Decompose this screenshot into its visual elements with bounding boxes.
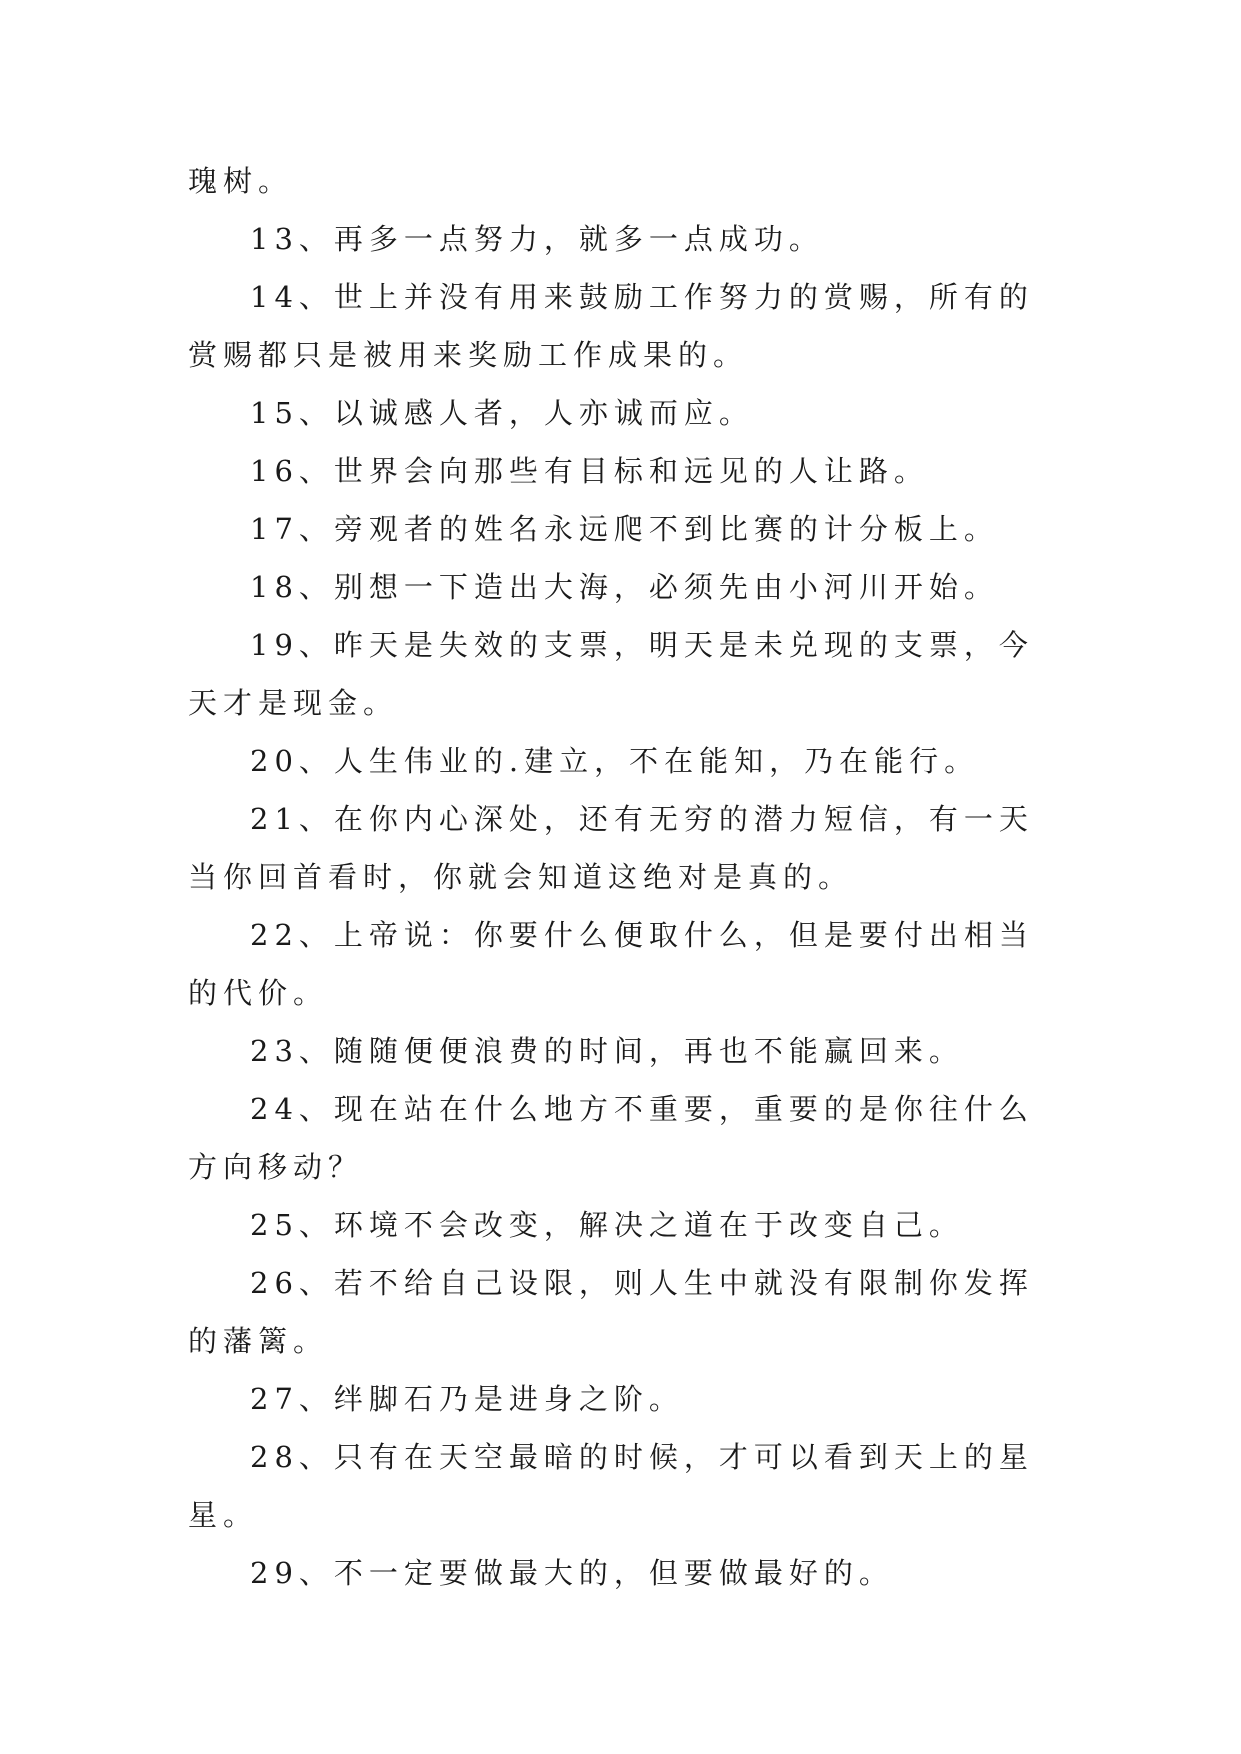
quote-25: 25、环境不会改变，解决之道在于改变自己。 xyxy=(250,1208,964,1242)
quote-18: 18、别想一下造出大海，必须先由小河川开始。 xyxy=(250,570,999,604)
quote-24: 24、现在站在什么地方不重要，重要的是你往什么方向移动？ xyxy=(188,1092,1034,1184)
quote-26: 26、若不给自己设限，则人生中就没有限制你发挥的藩篱。 xyxy=(188,1266,1034,1358)
quote-27: 27、绊脚石乃是进身之阶。 xyxy=(250,1382,684,1416)
quote-21: 21、在你内心深处，还有无穷的潜力短信，有一天当你回首看时，你就会知道这绝对是真的。 xyxy=(188,802,1034,894)
quote-19: 19、昨天是失效的支票，明天是未兑现的支票，今天才是现金。 xyxy=(188,628,1034,720)
quote-17: 17、旁观者的姓名永远爬不到比赛的计分板上。 xyxy=(250,512,999,546)
quote-20: 20、人生伟业的.建立，不在能知，乃在能行。 xyxy=(250,744,980,778)
quote-23: 23、随随便便浪费的时间，再也不能赢回来。 xyxy=(250,1034,964,1068)
quote-14: 14、世上并没有用来鼓励工作努力的赏赐，所有的赏赐都只是被用来奖励工作成果的。 xyxy=(188,280,1034,372)
quote-13: 13、再多一点努力，就多一点成功。 xyxy=(250,222,824,256)
quote-16: 16、世界会向那些有目标和远见的人让路。 xyxy=(250,454,929,488)
quote-22: 22、上帝说：你要什么便取什么，但是要付出相当的代价。 xyxy=(188,918,1034,1010)
quote-list xyxy=(188,152,1068,1602)
quote-28: 28、只有在天空最暗的时候，才可以看到天上的星星。 xyxy=(188,1440,1034,1532)
quote-29: 29、不一定要做最大的，但要做最好的。 xyxy=(250,1556,894,1590)
paragraph-continuation: 瑰树。 xyxy=(188,164,294,198)
quote-15: 15、以诚感人者，人亦诚而应。 xyxy=(250,396,754,430)
